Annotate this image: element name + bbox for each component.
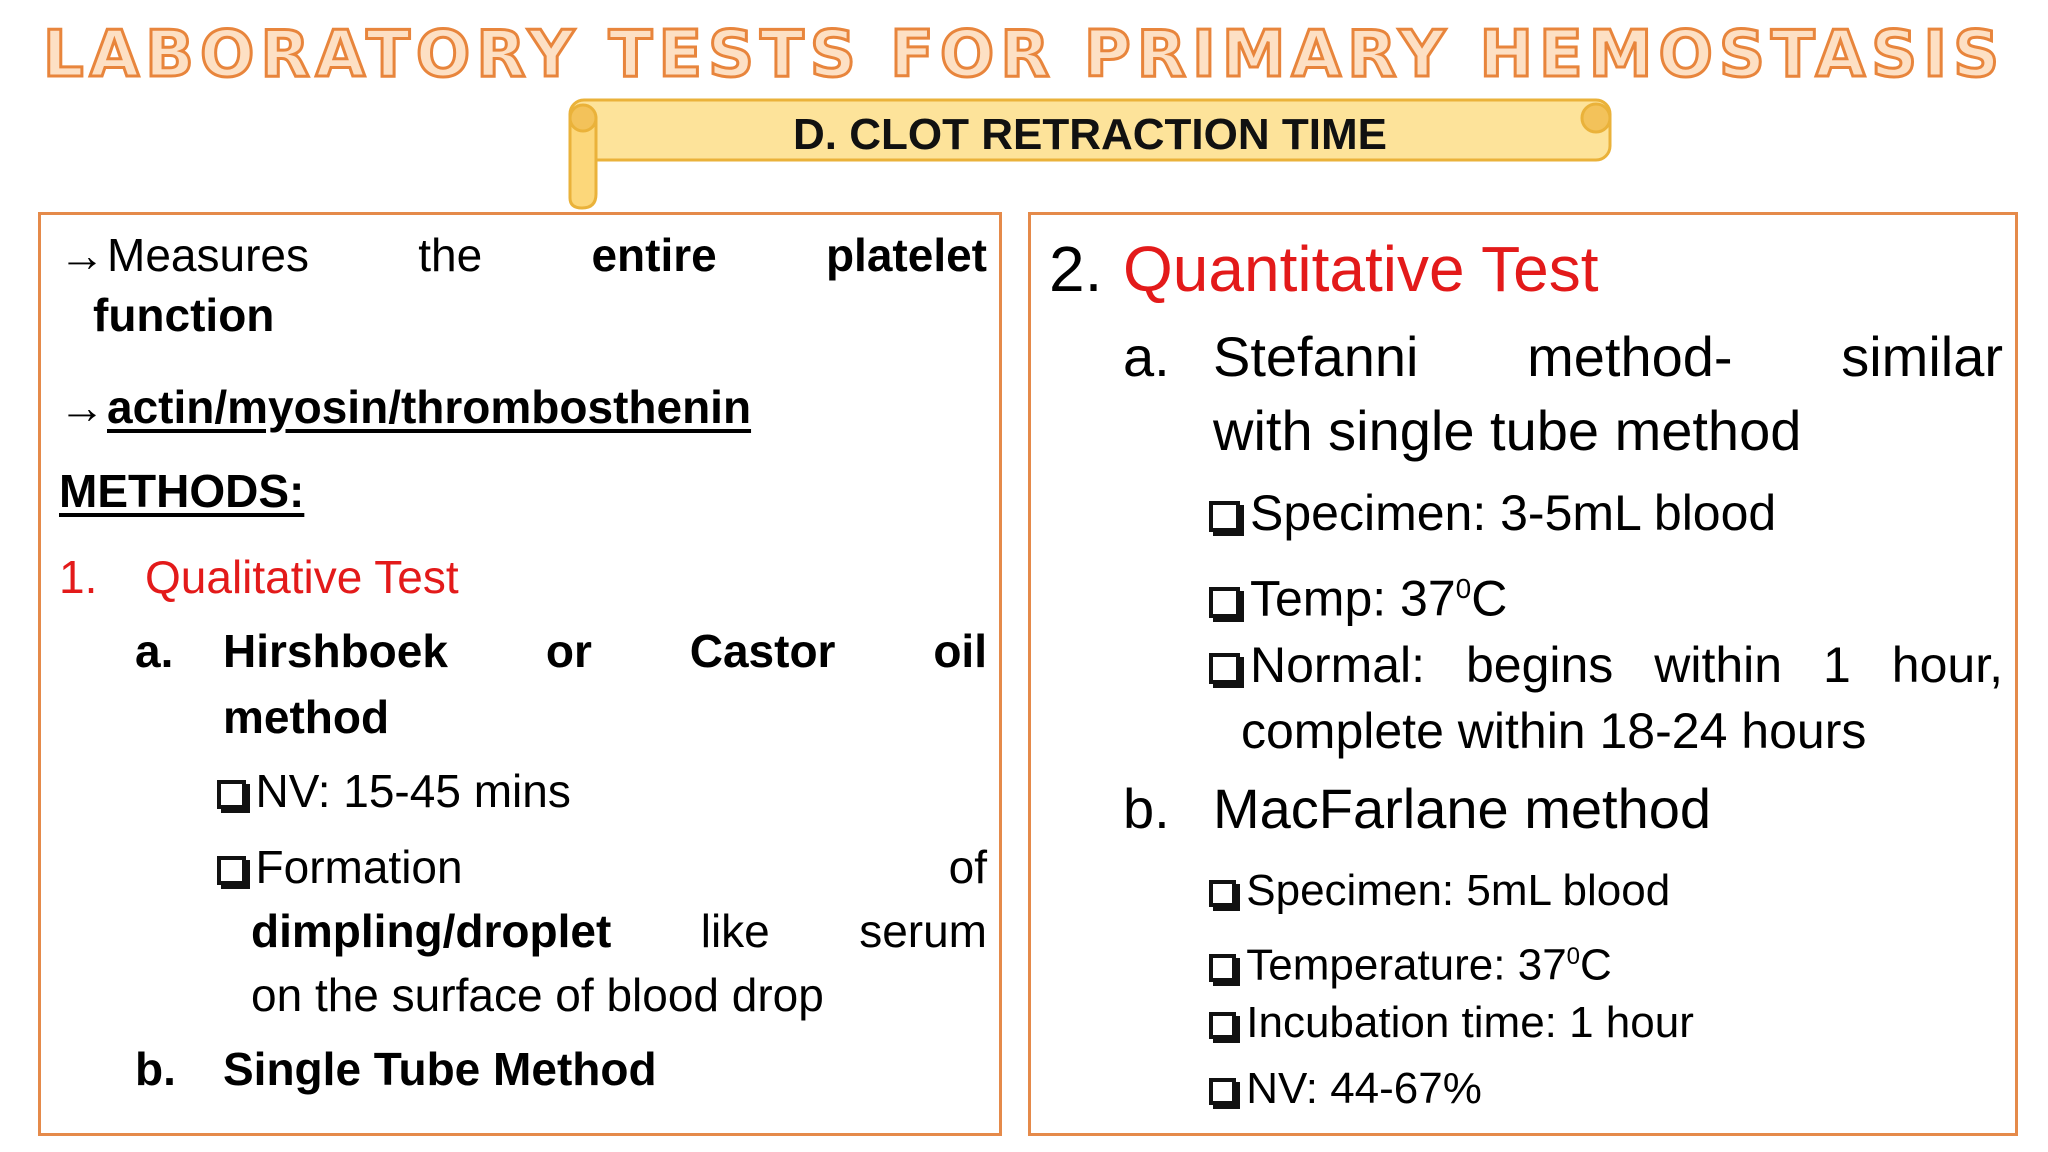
incubation-text: Incubation time: 1 hour — [1246, 998, 1694, 1047]
arrow-icon: → — [59, 229, 105, 281]
temp-unit: C — [1471, 570, 1508, 627]
normal-line2: complete within 18-24 hours — [1241, 703, 1867, 759]
formation-bold: dimpling/droplet — [251, 905, 612, 957]
methods-heading: METHODS: — [59, 465, 305, 517]
checkbox-icon — [217, 856, 246, 885]
stefanni-line1: Stefanni method- similar — [1213, 325, 2003, 388]
checkbox-icon — [1209, 653, 1240, 684]
macfarlane-letter: b. — [1123, 777, 1170, 840]
stefanni-line2: with single tube method — [1213, 399, 1802, 462]
macfarlane-label: MacFarlane method — [1213, 777, 1712, 840]
actin-line — [59, 379, 751, 435]
checkbox-icon — [1209, 501, 1240, 532]
specimen-a-text: Specimen: 3-5mL blood — [1250, 485, 1777, 541]
formation-rest: like serum — [700, 905, 987, 957]
checkbox-icon — [1209, 880, 1236, 907]
degree-sup: 0 — [1455, 573, 1472, 604]
checkbox-icon — [217, 780, 246, 809]
left-panel — [38, 212, 1002, 1136]
actin-text: actin/myosin/thrombosthenin — [107, 381, 752, 433]
temperature-item — [1209, 929, 1612, 994]
nv-item — [217, 763, 571, 819]
formation-line2 — [251, 903, 987, 959]
temp-item — [1209, 561, 1507, 627]
nv-text: NV: 15-45 mins — [255, 765, 571, 817]
qualitative-label: Qualitative Test — [145, 551, 459, 603]
specimen-b-item — [1209, 863, 1670, 919]
formation-line3: on the surface of blood drop — [251, 969, 824, 1021]
slide-title: LABORATORY TESTS FOR PRIMARY HEMOSTASIS — [42, 18, 2006, 92]
qualitative-number: 1. — [59, 551, 98, 603]
measures-line — [59, 227, 987, 283]
normal-item — [1209, 637, 2003, 693]
specimen-b-text: Specimen: 5mL blood — [1246, 866, 1671, 915]
formation-line1: Formation of — [255, 841, 987, 893]
method-a-line2: method — [223, 691, 390, 743]
temp-label: Temp: 37 — [1250, 570, 1456, 627]
nv-b-item — [1209, 1061, 1482, 1117]
checkbox-icon — [1209, 587, 1240, 618]
checkbox-icon — [1209, 1012, 1236, 1039]
temperature-label: Temperature: 37 — [1246, 940, 1567, 990]
measures-line-2: function — [93, 289, 275, 341]
measures-prefix: Measures the — [107, 229, 483, 281]
degree-sup: 0 — [1566, 943, 1581, 970]
method-b-letter: b. — [135, 1043, 176, 1095]
stefanni-letter: a. — [1123, 325, 1170, 388]
specimen-a-item — [1209, 485, 1776, 541]
incubation-item — [1209, 995, 1694, 1051]
nv-b-text: NV: 44-67% — [1246, 1064, 1482, 1113]
checkbox-icon — [1209, 1078, 1236, 1105]
checkbox-icon — [1209, 954, 1236, 981]
quantitative-label: Quantitative Test — [1123, 233, 1599, 305]
method-b-label: Single Tube Method — [223, 1043, 657, 1095]
method-a-letter: a. — [135, 625, 174, 677]
normal-line1: Normal: begins within 1 hour, — [1250, 637, 2003, 693]
formation-item — [217, 839, 987, 895]
quantitative-number: 2. — [1049, 233, 1103, 305]
subtitle: D. CLOT RETRACTION TIME — [793, 110, 1387, 159]
temperature-unit: C — [1580, 940, 1612, 990]
measures-bold: entire platelet — [591, 229, 988, 281]
method-a-line1: Hirshboek or Castor oil — [223, 625, 987, 677]
arrow-icon: → — [59, 381, 105, 433]
right-panel — [1028, 212, 2018, 1136]
